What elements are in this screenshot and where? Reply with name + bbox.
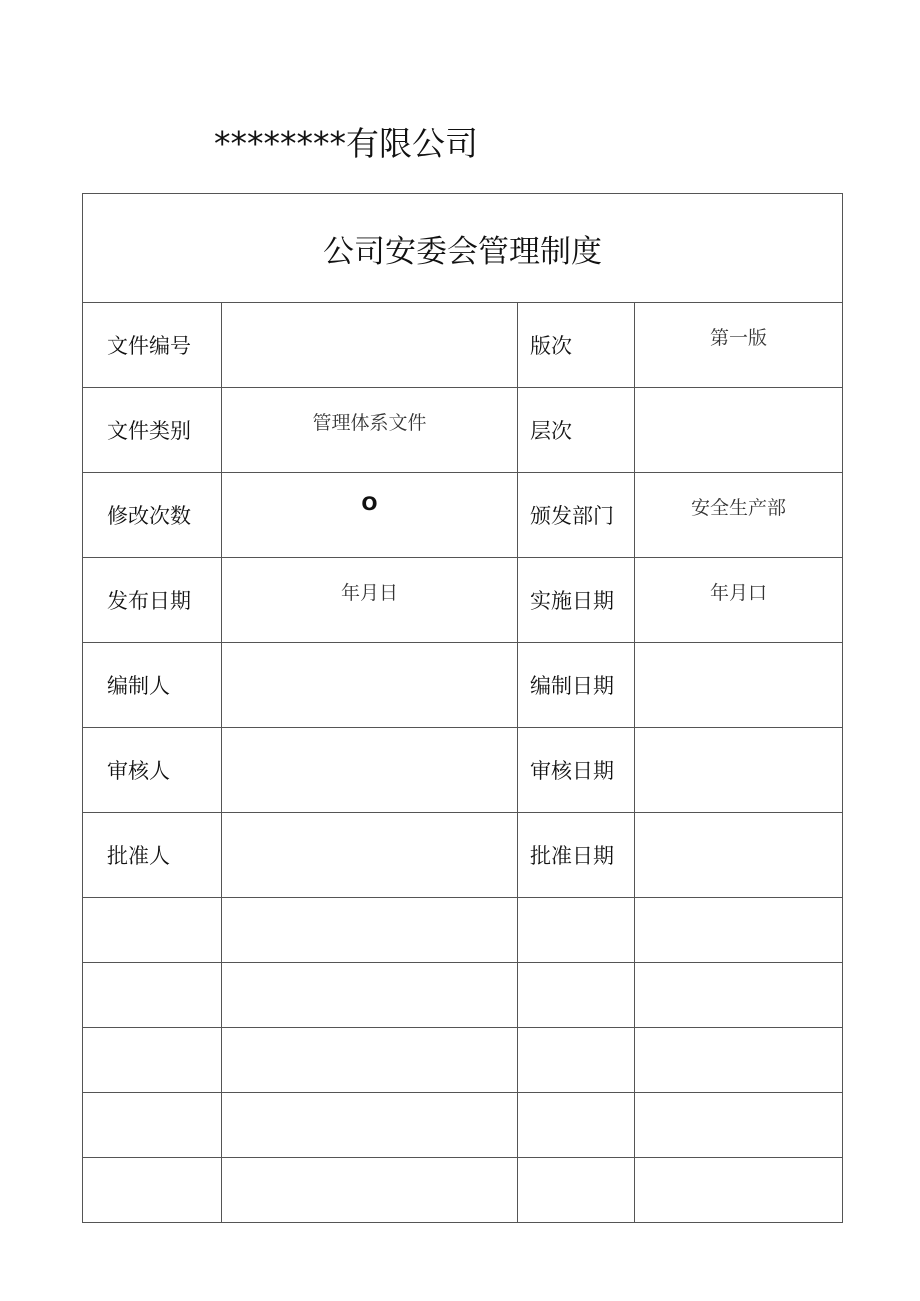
empty-cell: [518, 898, 635, 963]
empty-cell: [518, 1028, 635, 1093]
document-control-table: [82, 193, 843, 1223]
table-row-empty: [83, 963, 843, 1028]
field-label-file-category: 文件类别: [83, 388, 222, 473]
table-row: [83, 728, 843, 813]
table-row: [83, 388, 843, 473]
field-value-level: [635, 388, 843, 473]
table-row: [83, 643, 843, 728]
document-title: 公司安委会管理制度: [83, 194, 843, 303]
empty-cell: [83, 1028, 222, 1093]
empty-cell: [518, 1158, 635, 1223]
empty-cell: [518, 1093, 635, 1158]
field-value-approver: [222, 813, 518, 898]
empty-cell: [83, 963, 222, 1028]
table-row: [83, 558, 843, 643]
field-value-effective-date: 年月口: [635, 558, 843, 643]
empty-cell: [83, 1158, 222, 1223]
field-label-file-number: 文件编号: [83, 303, 222, 388]
field-value-issuing-department: 安全生产部: [635, 473, 843, 558]
field-label-author-date: 编制日期: [518, 643, 635, 728]
field-value-author: [222, 643, 518, 728]
field-label-approval-date: 批准日期: [518, 813, 635, 898]
field-label-reviewer: 审核人: [83, 728, 222, 813]
table-row: [83, 303, 843, 388]
field-label-edition: 版次: [518, 303, 635, 388]
empty-cell: [83, 898, 222, 963]
table-row: [83, 473, 843, 558]
field-label-level: 层次: [518, 388, 635, 473]
company-name: ********有限公司: [214, 124, 478, 163]
empty-cell: [222, 1158, 518, 1223]
field-value-revision-count: O: [222, 473, 518, 558]
field-label-revision-count: 修改次数: [83, 473, 222, 558]
table-row-empty: [83, 898, 843, 963]
field-label-author: 编制人: [83, 643, 222, 728]
field-label-issuing-department: 颁发部门: [518, 473, 635, 558]
field-value-file-number: [222, 303, 518, 388]
field-value-edition: 第一版: [635, 303, 843, 388]
empty-cell: [635, 963, 843, 1028]
field-value-review-date: [635, 728, 843, 813]
empty-cell: [83, 1093, 222, 1158]
empty-cell: [222, 898, 518, 963]
empty-cell: [635, 1158, 843, 1223]
empty-cell: [222, 963, 518, 1028]
field-label-approver: 批准人: [83, 813, 222, 898]
field-value-reviewer: [222, 728, 518, 813]
field-value-approval-date: [635, 813, 843, 898]
field-value-file-category: 管理体系文件: [222, 388, 518, 473]
table-row-empty: [83, 1093, 843, 1158]
field-value-author-date: [635, 643, 843, 728]
field-label-review-date: 审核日期: [518, 728, 635, 813]
table-row-empty: [83, 1028, 843, 1093]
table-row: [83, 813, 843, 898]
empty-cell: [635, 1028, 843, 1093]
empty-cell: [635, 898, 843, 963]
field-label-release-date: 发布日期: [83, 558, 222, 643]
table-row-empty: [83, 1158, 843, 1223]
field-value-release-date: 年月日: [222, 558, 518, 643]
empty-cell: [222, 1028, 518, 1093]
empty-cell: [222, 1093, 518, 1158]
field-label-effective-date: 实施日期: [518, 558, 635, 643]
empty-cell: [635, 1093, 843, 1158]
empty-cell: [518, 963, 635, 1028]
